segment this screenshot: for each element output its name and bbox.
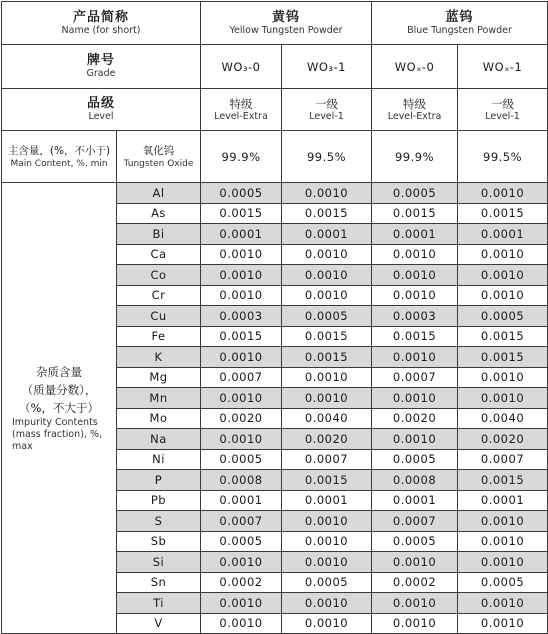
impurity-value: 0.0015	[282, 203, 372, 224]
impurity-value: 0.0001	[201, 490, 282, 511]
impurity-value: 0.0020	[282, 429, 372, 450]
level-en: Level-1	[309, 110, 344, 122]
level-label-cell	[2, 89, 201, 131]
impurity-value: 0.0010	[458, 265, 548, 286]
impurity-value: 0.0010	[458, 511, 548, 532]
main-content-label-cell	[2, 131, 117, 183]
impurity-row	[2, 183, 548, 204]
impurity-value: 0.0001	[282, 224, 372, 245]
impurity-value: 0.0010	[282, 531, 372, 552]
impurity-value: 0.0002	[372, 572, 458, 593]
impurity-element: Si	[117, 552, 201, 573]
impurity-value: 0.0015	[458, 326, 548, 347]
impurity-value: 0.0015	[372, 326, 458, 347]
impurity-value: 0.0010	[372, 265, 458, 286]
impurity-value: 0.0020	[372, 408, 458, 429]
impurity-value: 0.0010	[372, 347, 458, 368]
main-content-item-cell	[117, 131, 201, 183]
impurity-value: 0.0001	[201, 224, 282, 245]
impurity-value: 0.0005	[282, 306, 372, 327]
impurity-value: 0.0010	[458, 613, 548, 634]
impurity-value: 0.0010	[458, 593, 548, 614]
level-row	[2, 89, 548, 131]
impurity-value: 0.0010	[372, 429, 458, 450]
impurity-element: As	[117, 203, 201, 224]
impurity-value: 0.0010	[201, 265, 282, 286]
level-value	[282, 89, 372, 131]
main-content-item-en: Tungsten Oxide	[123, 158, 194, 169]
impurity-value: 0.0007	[282, 449, 372, 470]
impurity-value: 0.0010	[282, 388, 372, 409]
impurity-element: Bi	[117, 224, 201, 245]
level-en: Level-Extra	[214, 110, 268, 122]
main-content-value: 99.5%	[458, 131, 548, 183]
impurity-element: Sb	[117, 531, 201, 552]
impurity-value: 0.0010	[201, 388, 282, 409]
impurity-value: 0.0005	[201, 531, 282, 552]
impurity-element: K	[117, 347, 201, 368]
impurity-value: 0.0015	[458, 347, 548, 368]
yellow-label-zh: 黄钨	[272, 9, 301, 25]
name-label-en: Name (for short)	[61, 24, 141, 36]
impurity-value: 0.0010	[201, 552, 282, 573]
impurity-value: 0.0010	[458, 244, 548, 265]
main-content-label-zh: 主含量，(%，不小于)	[7, 144, 111, 157]
impurity-value: 0.0007	[372, 367, 458, 388]
impurity-element: Fe	[117, 326, 201, 347]
impurity-value: 0.0001	[372, 490, 458, 511]
impurity-value: 0.0015	[372, 203, 458, 224]
main-content-item-zh: 氧化钨	[142, 144, 175, 157]
impurity-value: 0.0010	[282, 265, 372, 286]
impurity-value: 0.0010	[372, 285, 458, 306]
impurity-element: Sn	[117, 572, 201, 593]
impurity-value: 0.0015	[201, 203, 282, 224]
impurity-value: 0.0005	[458, 572, 548, 593]
impurity-value: 0.0010	[372, 552, 458, 573]
impurity-element: Ti	[117, 593, 201, 614]
impurity-value: 0.0010	[282, 285, 372, 306]
impurity-value: 0.0010	[282, 593, 372, 614]
impurity-element: Co	[117, 265, 201, 286]
impurity-value: 0.0003	[372, 306, 458, 327]
impurity-element: Mo	[117, 408, 201, 429]
header-row	[2, 2, 548, 45]
impurity-element: Mg	[117, 367, 201, 388]
level-zh: 特级	[403, 96, 427, 111]
impurity-label-cell	[2, 183, 117, 634]
impurity-label-zh: （质量分数），	[21, 383, 97, 397]
impurity-value: 0.0010	[201, 285, 282, 306]
grade-label-en: Grade	[86, 68, 116, 79]
impurity-element: Na	[117, 429, 201, 450]
impurity-element: Mn	[117, 388, 201, 409]
impurity-value: 0.0005	[201, 183, 282, 204]
impurity-value: 0.0015	[282, 347, 372, 368]
impurity-value: 0.0010	[282, 244, 372, 265]
level-value	[372, 89, 458, 131]
level-value	[458, 89, 548, 131]
blue-header-cell	[372, 2, 548, 45]
main-content-label-en: Main Content, %, min	[10, 158, 108, 169]
grade-label-cell	[2, 45, 201, 89]
impurity-label-en: Impurity Contents	[12, 417, 98, 428]
impurity-value: 0.0010	[458, 285, 548, 306]
impurity-element: Cu	[117, 306, 201, 327]
name-label-zh: 产品简称	[72, 9, 129, 25]
impurity-value: 0.0020	[201, 408, 282, 429]
impurity-value: 0.0015	[282, 326, 372, 347]
impurity-value: 0.0010	[201, 347, 282, 368]
impurity-label-en: (mass fraction), %,	[12, 429, 102, 440]
impurity-value: 0.0005	[282, 572, 372, 593]
impurity-value: 0.0010	[282, 552, 372, 573]
impurity-value: 0.0001	[282, 490, 372, 511]
impurity-value: 0.0010	[458, 367, 548, 388]
impurity-value: 0.0010	[282, 511, 372, 532]
name-header-cell	[2, 2, 201, 45]
impurity-value: 0.0010	[372, 593, 458, 614]
level-zh: 一级	[315, 96, 338, 111]
grade-value: WOₓ-0	[372, 45, 458, 89]
grade-value: WO₃-0	[201, 45, 282, 89]
impurity-element: P	[117, 470, 201, 491]
impurity-value: 0.0007	[372, 511, 458, 532]
impurity-label-zh: 杂质含量	[36, 365, 82, 379]
main-content-value: 99.9%	[201, 131, 282, 183]
level-value	[201, 89, 282, 131]
yellow-label-en: Yellow Tungsten Powder	[229, 24, 343, 36]
impurity-value: 0.0010	[282, 183, 372, 204]
impurity-value: 0.0010	[201, 244, 282, 265]
impurity-value: 0.0010	[458, 531, 548, 552]
impurity-value: 0.0010	[372, 388, 458, 409]
blue-label-en: Blue Tungsten Powder	[407, 24, 512, 36]
impurity-value: 0.0015	[201, 326, 282, 347]
blue-label-zh: 蓝钨	[445, 9, 474, 25]
impurity-value: 0.0020	[458, 429, 548, 450]
impurity-label-zh: （%，不大于）	[19, 401, 99, 415]
impurity-value: 0.0007	[201, 511, 282, 532]
level-en: Level-Extra	[387, 110, 442, 122]
main-content-value: 99.5%	[282, 131, 372, 183]
impurity-value: 0.0003	[201, 306, 282, 327]
impurity-value: 0.0007	[458, 449, 548, 470]
impurity-value: 0.0010	[201, 429, 282, 450]
impurity-value: 0.0010	[201, 613, 282, 634]
impurity-value: 0.0005	[372, 449, 458, 470]
impurity-value: 0.0001	[372, 224, 458, 245]
impurity-element: Cr	[117, 285, 201, 306]
yellow-header-cell	[201, 2, 372, 45]
impurity-value: 0.0005	[201, 449, 282, 470]
impurity-element: V	[117, 613, 201, 634]
impurity-value: 0.0005	[372, 531, 458, 552]
impurity-value: 0.0010	[372, 613, 458, 634]
impurity-element: S	[117, 511, 201, 532]
impurity-element: Ni	[117, 449, 201, 470]
impurity-value: 0.0008	[372, 470, 458, 491]
level-label-zh: 品级	[86, 96, 115, 111]
impurity-value: 0.0001	[458, 490, 548, 511]
impurity-value: 0.0015	[458, 470, 548, 491]
impurity-label-en: max	[12, 441, 33, 452]
impurity-value: 0.0010	[458, 183, 548, 204]
impurity-element: Al	[117, 183, 201, 204]
impurity-value: 0.0005	[458, 306, 548, 327]
impurity-value: 0.0010	[458, 552, 548, 573]
impurity-value: 0.0001	[458, 224, 548, 245]
main-content-row	[2, 131, 548, 183]
impurity-value: 0.0010	[458, 388, 548, 409]
impurity-value: 0.0010	[282, 367, 372, 388]
impurity-value: 0.0010	[201, 593, 282, 614]
impurity-value: 0.0008	[201, 470, 282, 491]
impurity-value: 0.0015	[458, 203, 548, 224]
level-label-en: Level	[88, 111, 114, 122]
level-zh: 一级	[491, 96, 515, 111]
spec-table	[1, 1, 548, 634]
grade-row	[2, 45, 548, 89]
grade-value: WOₓ-1	[458, 45, 548, 89]
impurity-value: 0.0010	[372, 244, 458, 265]
main-content-value: 99.9%	[372, 131, 458, 183]
impurity-value: 0.0010	[282, 613, 372, 634]
impurity-value: 0.0040	[282, 408, 372, 429]
impurity-value: 0.0007	[201, 367, 282, 388]
level-zh: 特级	[229, 96, 253, 111]
impurity-element: Pb	[117, 490, 201, 511]
impurity-value: 0.0005	[372, 183, 458, 204]
impurity-value: 0.0040	[458, 408, 548, 429]
impurity-value: 0.0015	[282, 470, 372, 491]
grade-label-zh: 牌号	[86, 53, 115, 68]
grade-value: WO₃-1	[282, 45, 372, 89]
impurity-element: Ca	[117, 244, 201, 265]
level-en: Level-1	[485, 110, 520, 122]
impurity-value: 0.0002	[201, 572, 282, 593]
